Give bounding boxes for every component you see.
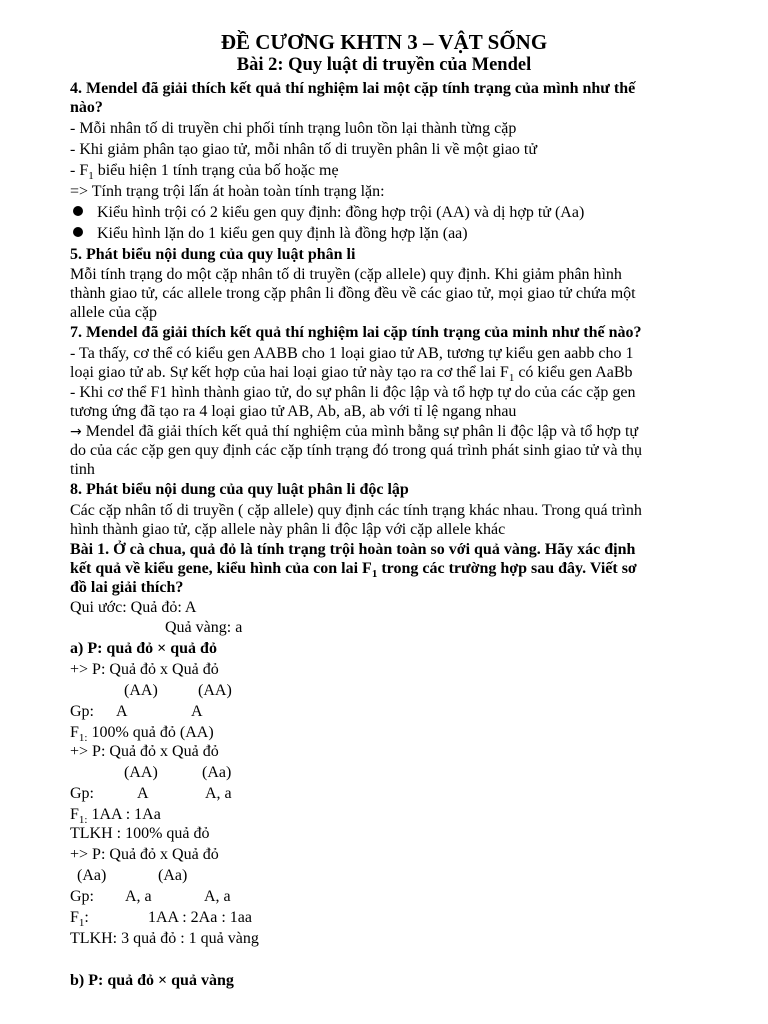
case2-gp-label: Gp: bbox=[70, 785, 94, 802]
q4-heading-line-1: 4. Mendel đã giải thích kết quả thí nghiệm lai một cặp tính trạng của mình như thế bbox=[70, 80, 636, 97]
ex1-heading-line-3: đồ lai giải thích? bbox=[70, 579, 184, 596]
ex1-convention-2: Quả vàng: a bbox=[165, 619, 243, 636]
q7-line-6: do của các cặp gen quy định các cặp tính trạng đó trong quá trình phát sinh giao tử và thụ bbox=[70, 442, 643, 459]
q8-line-1: Các cặp nhân tố di truyền ( cặp allele) quy định các tính trạng khác nhau. Trong quá trình bbox=[70, 502, 642, 519]
case3-tlkh: TLKH: 3 quả đỏ : 1 quả vàng bbox=[70, 930, 259, 947]
q4-line-4: => Tính trạng trội lấn át hoàn toàn tính trạng lặn: bbox=[70, 183, 385, 200]
q7-heading: 7. Mendel đã giải thích kết quả thí nghiệm lai cặp tính trạng của minh như thế nào? bbox=[70, 324, 642, 341]
bullet-dot bbox=[73, 227, 83, 237]
q7-line-2-pre: loại giao tử ab. Sự kết hợp của hai loại giao tử này tạo ra cơ thể lai F bbox=[70, 364, 509, 381]
case2-gamete-1: A bbox=[137, 785, 149, 802]
q7-line-2-sub: 1 bbox=[508, 372, 515, 385]
case3-gamete-2: A, a bbox=[204, 888, 231, 905]
q5-line-1: Mỗi tính trạng do một cặp nhân tố di truyền (cặp allele) quy định. Khi giảm phân hình bbox=[70, 266, 622, 283]
q7-line-3: - Khi cơ thể F1 hình thành giao tử, do sự phân li độc lập và tổ hợp tự do của các cặp gen bbox=[70, 384, 636, 401]
case3-gp-label: Gp: bbox=[70, 888, 94, 905]
document-subtitle: Bài 2: Quy luật di truyền của Mendel bbox=[236, 55, 532, 75]
q7-line-1: - Ta thấy, cơ thể có kiểu gen AABB cho 1 loại giao tử AB, tương tự kiểu gen aabb cho 1 bbox=[70, 345, 634, 362]
case2-f1-sub: 1: bbox=[78, 814, 88, 827]
case2-parents: +> P: Quả đỏ x Quả đỏ bbox=[70, 743, 219, 760]
case2-gamete-2: A, a bbox=[205, 785, 232, 802]
case1-genotype-2: (AA) bbox=[198, 682, 232, 699]
q5-line-2: thành giao tử, các allele trong cặp phân li đồng đều về các giao tử, mọi giao tử chứa một bbox=[70, 285, 636, 302]
case3-parents: +> P: Quả đỏ x Quả đỏ bbox=[70, 846, 219, 863]
case3-genotype-2: (Aa) bbox=[158, 867, 188, 884]
case2-genotype-2: (Aa) bbox=[202, 764, 232, 781]
ex1-heading-2-pre: kết quả về kiểu gene, kiểu hình của con lai F bbox=[70, 560, 372, 577]
case2-genotype-1: (AA) bbox=[124, 764, 158, 781]
case1-genotype-1: (AA) bbox=[124, 682, 158, 699]
q4-bullet-2: Kiểu hình lặn do 1 kiểu gen quy định là đồng hợp lặn (aa) bbox=[97, 225, 468, 242]
q7-line-7: tinh bbox=[70, 461, 95, 478]
ex1-convention-1: Qui ước: Quả đỏ: A bbox=[70, 599, 197, 616]
case2-tlkh: TLKH : 100% quả đỏ bbox=[70, 825, 210, 842]
q4-line-1: - Mỗi nhân tố di truyền chi phối tính trạng luôn tồn lại thành từng cặp bbox=[70, 120, 517, 137]
q7-line-5 bbox=[70, 422, 638, 442]
q7-line-2 bbox=[70, 363, 633, 385]
case1-f1-sub: 1: bbox=[78, 732, 88, 745]
q4-heading-line-2: nào? bbox=[70, 99, 103, 116]
case2-f1-label: F bbox=[70, 806, 79, 823]
q5-line-3: allele của cặp bbox=[70, 304, 158, 321]
q4-line-2: - Khi giảm phân tạo giao tử, mỗi nhân tố di truyền phân li về một giao tử bbox=[70, 141, 538, 158]
case3-f1-colon: : bbox=[84, 909, 89, 926]
case3-genotype-1: (Aa) bbox=[77, 867, 107, 884]
ex1-heading-line-2 bbox=[70, 559, 637, 581]
q8-line-2: hình thành giao tử, cặp allele này phân li độc lập với cặp allele khác bbox=[70, 521, 506, 538]
q4-line-3-post: biểu hiện 1 tính trạng của bố hoặc mẹ bbox=[93, 162, 339, 179]
q4-bullet-1: Kiểu hình trội có 2 kiểu gen quy định: đồng hợp trội (AA) và dị hợp tử (Aa) bbox=[97, 204, 585, 221]
case3-f1-sub: 1 bbox=[78, 917, 85, 930]
ex1-part-a: a) P: quả đỏ × quả đỏ bbox=[70, 640, 217, 657]
case3-f1-label-group bbox=[70, 908, 89, 930]
case3-f1-value: 1AA : 2Aa : 1aa bbox=[148, 909, 252, 926]
q8-heading: 8. Phát biểu nội dung của quy luật phân li độc lập bbox=[70, 481, 409, 498]
case3-gamete-1: A, a bbox=[125, 888, 152, 905]
q7-line-2-post: có kiểu gen AaBb bbox=[514, 364, 633, 381]
case1-f1-label: F bbox=[70, 724, 79, 741]
right-arrow-icon: → bbox=[70, 424, 82, 440]
document-title: ĐỀ CƯƠNG KHTN 3 – VẬT SỐNG bbox=[220, 30, 548, 54]
case1-f1-value: 100% quả đỏ (AA) bbox=[87, 724, 214, 741]
case2-f1 bbox=[70, 805, 161, 827]
q5-heading: 5. Phát biểu nội dung của quy luật phân li bbox=[70, 246, 356, 263]
q7-line-4: tương ứng đã tạo ra 4 loại giao tử AB, Ab, aB, ab với tỉ lệ ngang nhau bbox=[70, 403, 517, 420]
ex1-heading-line-1: Bài 1. Ở cà chua, quả đỏ là tính trạng trội hoàn toàn so với quả vàng. Hãy xác định bbox=[70, 541, 636, 558]
ex1-part-b: b) P: quả đỏ × quả vàng bbox=[70, 972, 234, 989]
ex1-heading-2-post: trong các trường hợp sau đây. Viết sơ bbox=[377, 560, 637, 577]
q4-line-3-sub: 1 bbox=[88, 170, 94, 183]
case1-gamete-2: A bbox=[191, 703, 203, 720]
case1-gp-label: Gp: bbox=[70, 703, 94, 720]
case1-parents: +> P: Quả đỏ x Quả đỏ bbox=[70, 661, 219, 678]
q7-line-5-text: Mendel đã giải thích kết quả thí nghiệm của mình bằng sự phân li độc lập và tổ hợp tự bbox=[81, 423, 639, 440]
case1-f1 bbox=[70, 723, 214, 745]
case1-gamete-1: A bbox=[116, 703, 128, 720]
ex1-heading-2-sub: 1 bbox=[371, 568, 378, 581]
bullet-dot bbox=[73, 206, 83, 216]
case2-f1-value: 1AA : 1Aa bbox=[87, 806, 161, 823]
q4-line-3 bbox=[70, 161, 339, 183]
q4-line-3-pre: - F bbox=[70, 162, 89, 179]
case3-f1-label: F bbox=[70, 909, 79, 926]
